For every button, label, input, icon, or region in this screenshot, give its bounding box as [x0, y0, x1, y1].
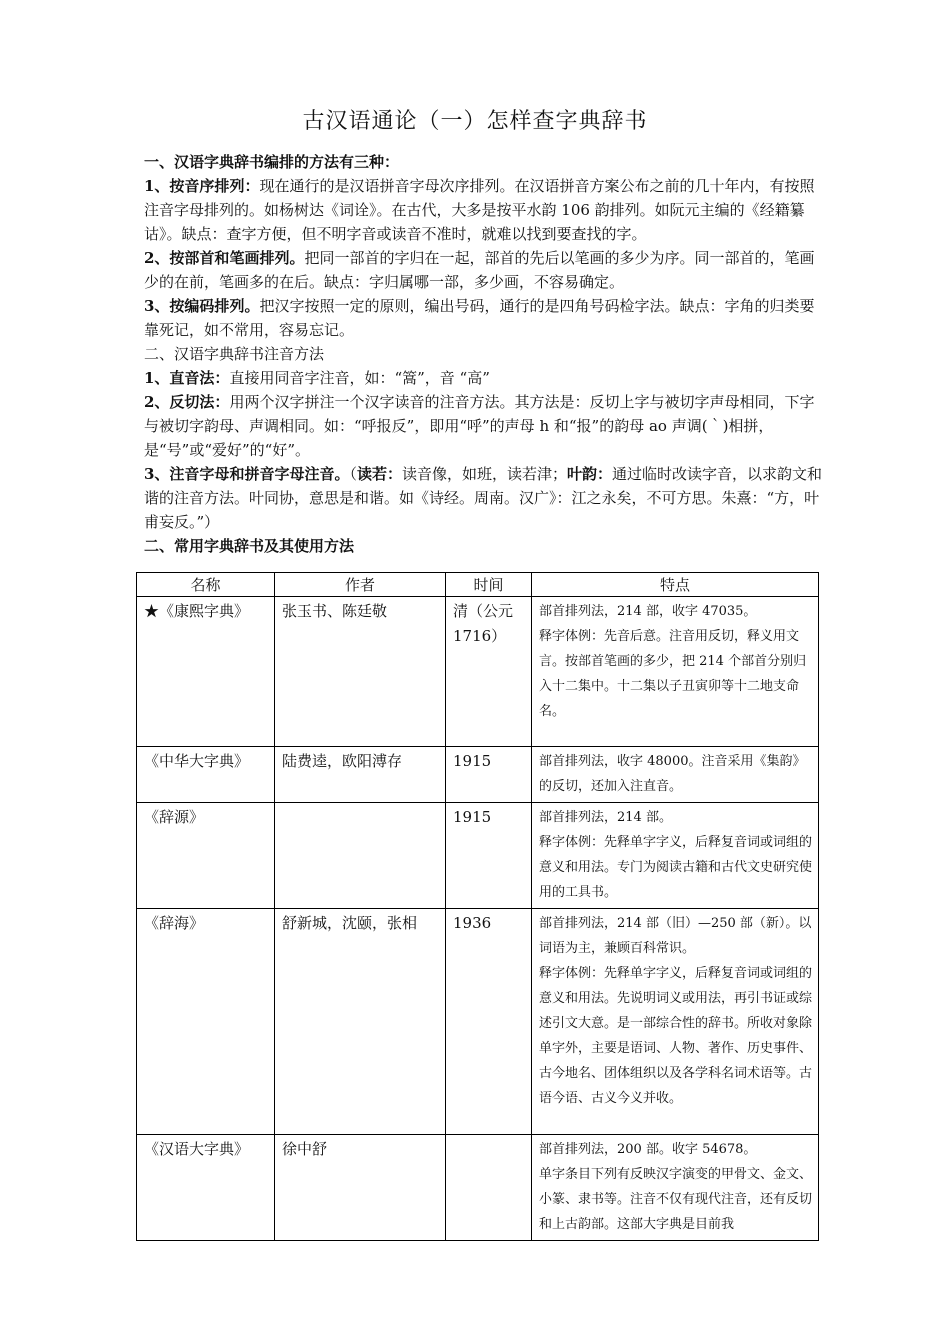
cell-author: 舒新城，沈颐，张相: [275, 909, 446, 1135]
cell-feature: [532, 803, 819, 909]
cell-name: 《中华大字典》: [137, 747, 275, 803]
column-header-time: 时间: [446, 573, 532, 597]
cell-name: 《辞源》: [137, 803, 275, 909]
feature-line: 单字条目下列有反映汉字演变的甲骨文、金文、小篆、隶书等。注音不仅有现代注音，还有反切和上古韵部。这部大字典是目前我: [539, 1167, 813, 1232]
table-row: [137, 1135, 819, 1241]
table-row: [137, 803, 819, 909]
duruo-label: 读若：: [356, 465, 402, 483]
xieyun-text: 通过临时改读字音，以求韵文和谐的注音方法。叶同协，意思是和谐。如《诗经。周南。汉广》：江之永矣，不可方思。朱熹：“方，叶甫妄反。”）: [144, 465, 823, 531]
column-header-author: 作者: [275, 573, 446, 597]
column-header-name: 名称: [137, 573, 275, 597]
cell-time: 清（公元1716）: [446, 597, 532, 747]
feature-line: 部首排列法，200 部。收字 54678。: [539, 1142, 757, 1157]
table-row: [137, 747, 819, 803]
paragraph-text: 用两个汉字拼注一个汉字读音的注音方法。其方法是：反切上字与被切字声母相同，下字与被切字韵母、声调相同。如：“呼报反”，即用“呼”的声母 h 和“报”的韵母 ao 声调(｀)相拼，是“号”或“爱好”的“好”。: [144, 393, 815, 459]
feature-line: 部首排列法，214 部（旧）—250 部（新）。以词语为主，兼顾百科常识。: [539, 916, 812, 956]
cell-author: 徐中舒: [275, 1135, 446, 1241]
xieyun-label: 叶韵：: [567, 465, 613, 483]
paragraph-open-paren: （: [349, 465, 357, 483]
cell-feature: [532, 747, 819, 803]
paragraph-letter-notation: [144, 462, 824, 534]
cell-author: 张玉书、陈廷敬: [275, 597, 446, 747]
section-heading-compile-methods: 一、汉语字典辞书编排的方法有三种：: [144, 153, 400, 171]
paragraph-label: 3、注音字母和拼音字母注音。: [144, 465, 350, 483]
paragraph-text: 把同一部首的字归在一起，部首的先后以笔画的多少为序。同一部首的，笔画少的在前，笔画多的在后。缺点：字归属哪一部，多少画，不容易确定。: [144, 249, 815, 291]
cell-author: 陆费逵，欧阳溥存: [275, 747, 446, 803]
feature-line: 部首排列法，214 部。: [539, 810, 672, 825]
cell-time: 1936: [446, 909, 532, 1135]
cell-author: [275, 803, 446, 909]
paragraph-fanqie: [144, 390, 824, 462]
paragraph-phonetic-order: [144, 174, 824, 246]
feature-line: 释字体例：先音后意。注音用反切，释义用文言。按部首笔画的多少，把 214 个部首分别归入十二集中。十二集以子丑寅卯等十二地支命名。: [539, 629, 807, 719]
paragraph-radical-order: [144, 246, 824, 294]
cell-feature: [532, 597, 819, 747]
duruo-text: 读音像，如班，读若津；: [401, 465, 567, 483]
paragraph-direct-sound: [144, 366, 824, 390]
feature-line: 部首排列法，214 部，收字 47035。: [539, 604, 757, 619]
feature-line: 释字体例：先释单字字义，后释复音词或词组的意义和用法。专门为阅读古籍和古代文史研究使用的工具书。: [539, 835, 813, 900]
table-row: [137, 909, 819, 1135]
document-body: [144, 150, 824, 558]
paragraph-label: 3、按编码排列。: [144, 297, 260, 315]
cell-name: 《辞海》: [137, 909, 275, 1135]
section-heading-common-dictionaries: 二、常用字典辞书及其使用方法: [144, 537, 355, 555]
paragraph-label: 1、直音法：: [144, 369, 230, 387]
feature-line: 部首排列法，收字 48000。注音采用《集韵》的反切，还加入注直音。: [539, 754, 806, 794]
document-title: 古汉语通论（一）怎样查字典辞书: [302, 109, 648, 134]
dictionary-table: [136, 572, 819, 1241]
cell-time: 1915: [446, 747, 532, 803]
cell-feature: [532, 909, 819, 1135]
cell-time: [446, 1135, 532, 1241]
paragraph-label: 2、反切法：: [144, 393, 230, 411]
column-header-feature: 特点: [532, 573, 819, 597]
paragraph-text: 把汉字按照一定的原则，编出号码，通行的是四角号码检字法。缺点：字角的归类要靠死记，如不常用，容易忘记。: [144, 297, 815, 339]
paragraph-text: 直接用同音字注音，如：“篙”，音 “高”: [229, 369, 490, 387]
section-heading-notation-methods: 二、汉语字典辞书注音方法: [144, 345, 325, 363]
cell-name: ★《康熙字典》: [137, 597, 275, 747]
cell-time: 1915: [446, 803, 532, 909]
paragraph-label: 1、按音序排列：: [144, 177, 260, 195]
paragraph-label: 2、按部首和笔画排列。: [144, 249, 305, 267]
feature-line: 释字体例：先释单字字义，后释复音词或词组的意义和用法。先说明词义或用法，再引书证或综述引文大意。是一部综合性的辞书。所收对象除单字外，主要是语词、人物、著作、历史事件、古今地名、团体组织以及各学科名词术语等。古语今语、古义今义并收。: [539, 966, 813, 1106]
paragraph-text: 现在通行的是汉语拼音字母次序排列。在汉语拼音方案公布之前的几十年内，有按照注音字母排列的。如杨树达《词诠》。在古代，大多是按平水韵 106 韵排列。如阮元主编的《经籍纂诂》。缺点：查字方便，但不明字音或读音不准时，就难以找到要查找的字。: [144, 177, 815, 243]
paragraph-code-order: [144, 294, 824, 342]
table-row: [137, 597, 819, 747]
table-header-row: [137, 573, 819, 597]
cell-feature: [532, 1135, 819, 1241]
cell-name: 《汉语大字典》: [137, 1135, 275, 1241]
